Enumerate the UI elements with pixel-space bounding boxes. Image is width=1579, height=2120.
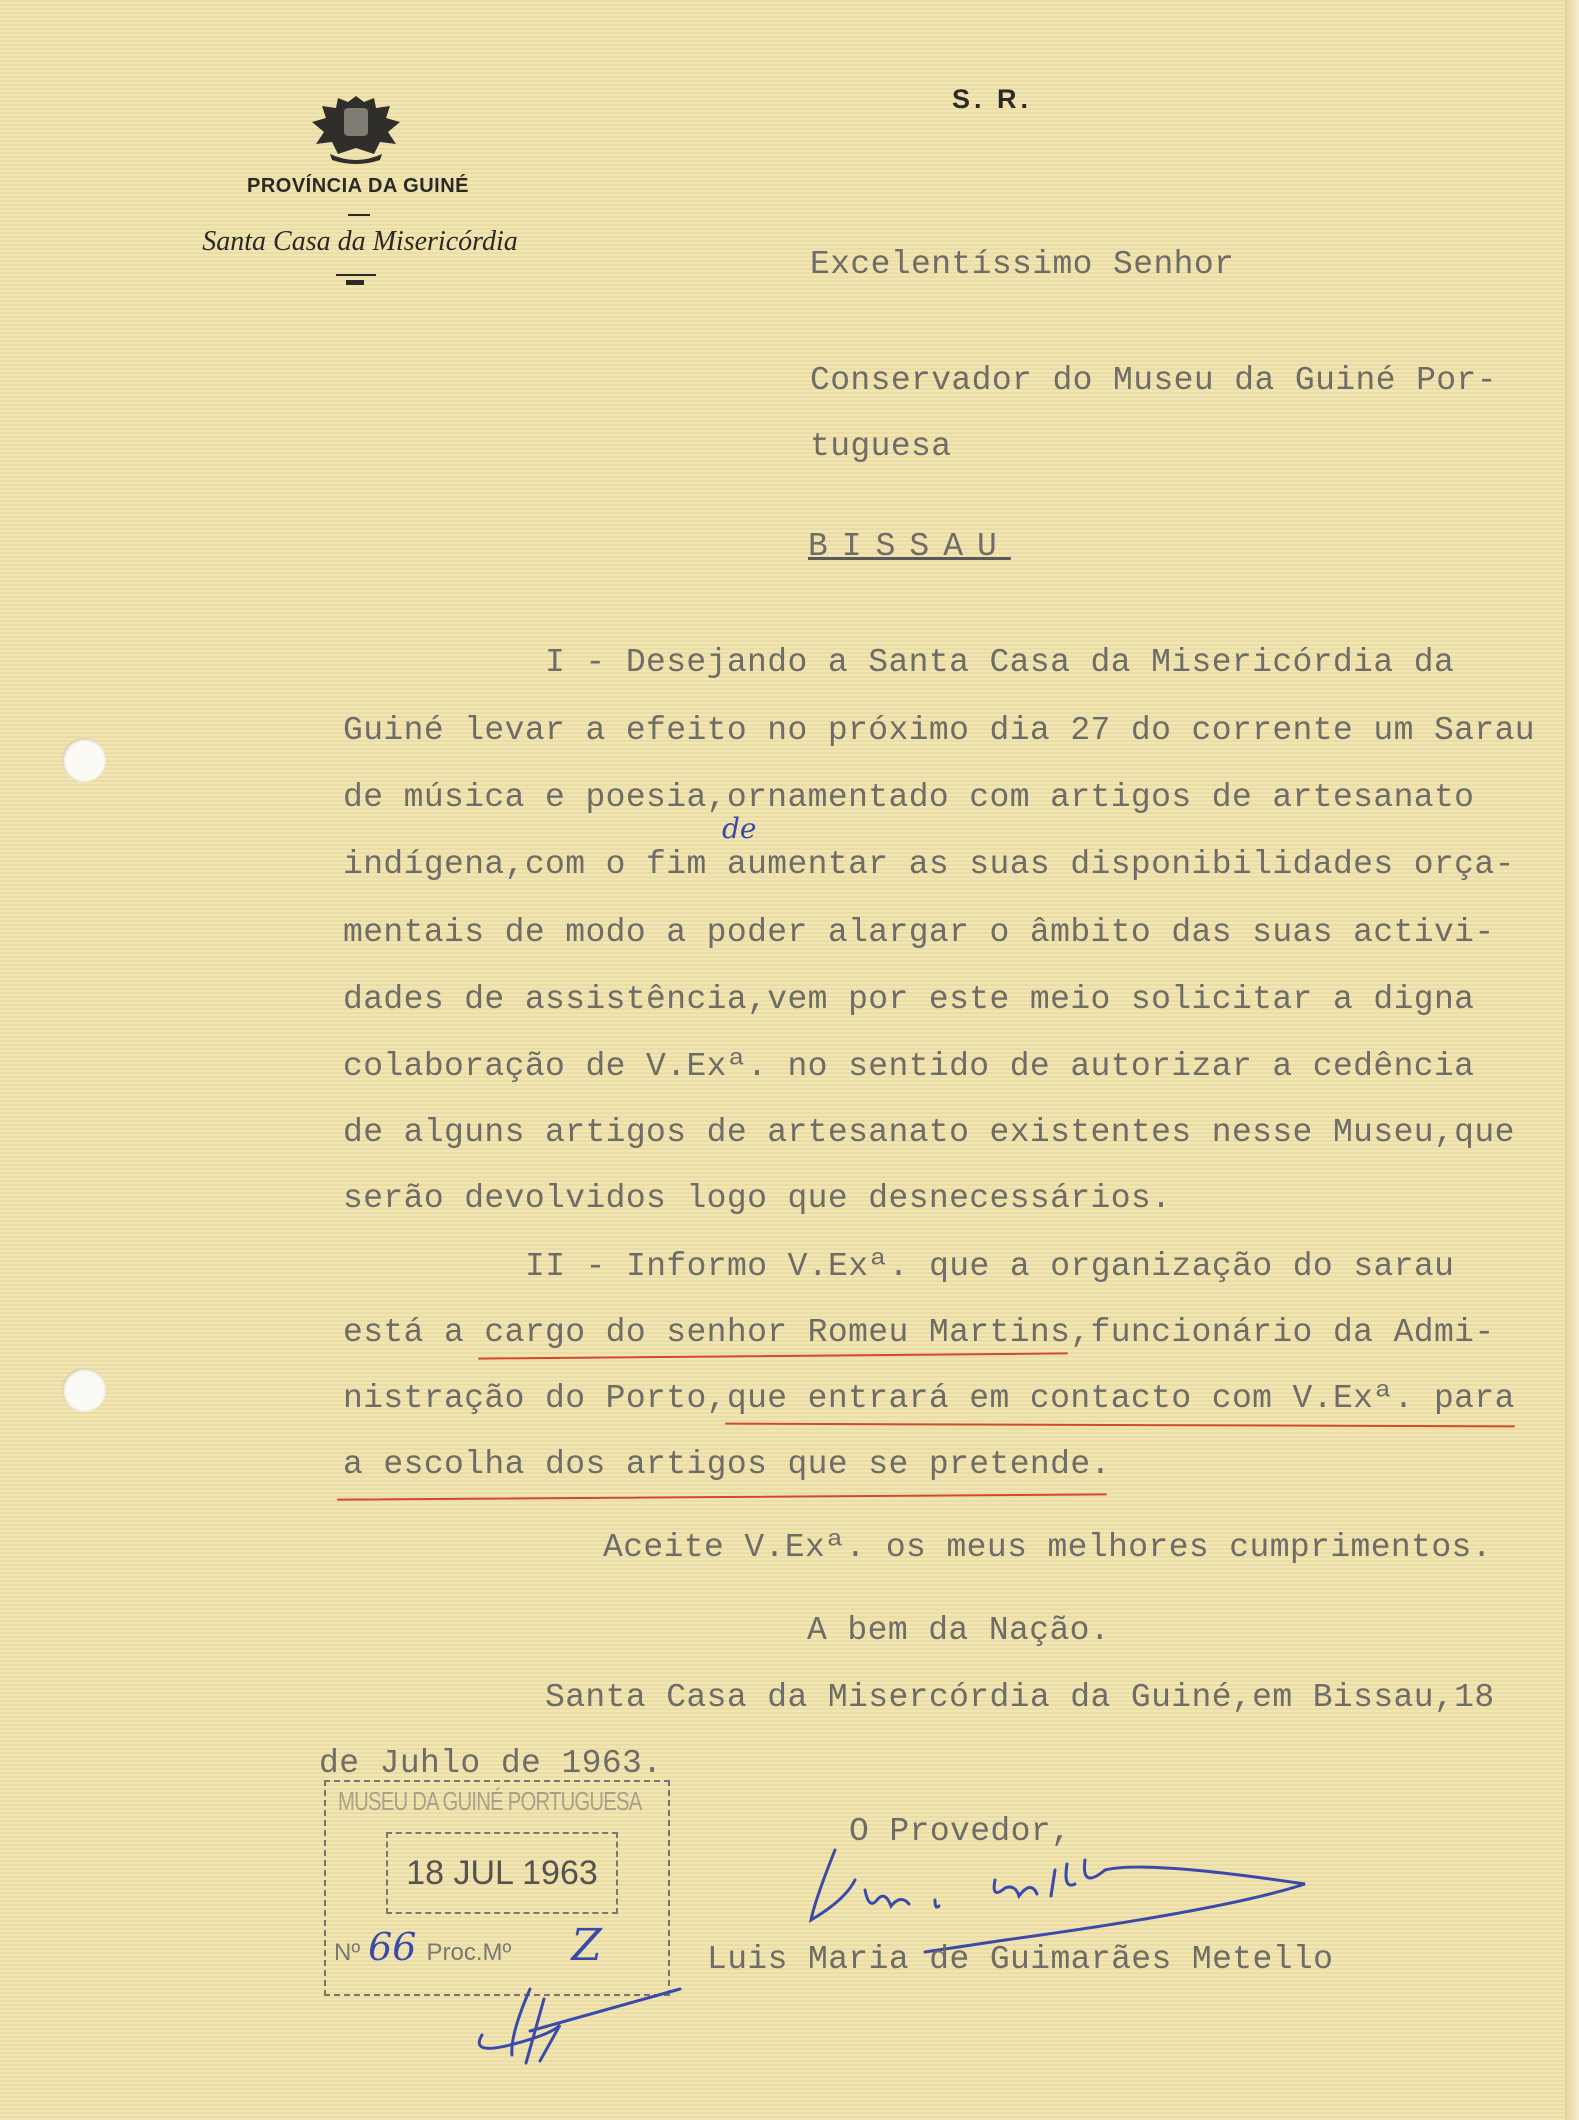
received-stamp [324,1780,670,1996]
body-line: serão devolvidos logo que desnecessários. [343,1180,1172,1217]
body-line: nistração do Porto,que entrará em contacto com V.Exª. para [343,1380,1515,1417]
punch-hole [62,1368,106,1412]
body-line: dades de assistência,vem por este meio solicitar a digna [343,981,1475,1018]
body-line: de música e poesia,ornamentado com artigos de artesanato [343,779,1475,816]
handwritten-initials [470,1985,690,2065]
coat-of-arms-icon [310,92,402,164]
stamp-process: Z [571,1920,602,1971]
punch-hole [62,738,106,782]
handwritten-insert: de [722,812,757,845]
motto: A bem da Nação. [807,1612,1111,1649]
place-date-line: de Juhlo de 1963. [319,1745,663,1782]
divider [346,280,364,285]
signatory-title: O Provedor, [849,1813,1072,1850]
body-line: mentais de modo a poder alargar o âmbito das suas activi- [343,914,1495,951]
number-label: Nº [334,1939,361,1966]
salutation: Excelentíssimo Senhor [810,246,1235,283]
closing: Aceite V.Exª. os meus melhores cumprimentos. [603,1529,1492,1566]
document-code: S. R. [952,84,1033,114]
body-line: colaboração de V.Exª. no sentido de autorizar a cedência [343,1048,1475,1085]
process-label: Proc.Mº [426,1939,512,1966]
stamp-header: MUSEU DA GUINÉ PORTUGUESA [338,1786,642,1816]
body-line: Guiné levar a efeito no próximo dia 27 do corrente um Sarau [343,712,1535,749]
paper-edge [1565,0,1579,2120]
divider [348,214,370,216]
red-underline [725,1423,1515,1428]
handwritten-signature [805,1840,1325,1950]
place-date-line: Santa Casa da Misercórdia da Guiné,em Bissau,18 [545,1679,1495,1716]
signatory-name: Luis Maria de Guimarães Metello [707,1941,1334,1978]
city: BISSAU [808,528,1011,565]
province-heading: PROVÍNCIA DA GUINÉ [247,175,469,197]
divider [336,274,376,276]
stamp-number: 66 [368,1925,417,1969]
stamp-number-row [334,1920,602,1971]
recipient-line: tuguesa [810,428,952,465]
institution-name: Santa Casa da Misericórdia [202,226,518,257]
body-line: está a cargo do senhor Romeu Martins,funcionário da Admi- [343,1314,1495,1351]
body-line: a escolha dos artigos que se pretende. [343,1446,1111,1483]
stamp-date: 18 JUL 1963 [386,1832,618,1914]
body-line: I - Desejando a Santa Casa da Misericórdia da [545,644,1455,681]
red-underline [337,1493,1107,1500]
body-line: II - Informo V.Exª. que a organização do sarau [525,1248,1455,1285]
body-line: indígena,com o fim aumentar as suas disponibilidades orça- [343,846,1515,883]
recipient-line: Conservador do Museu da Guiné Por- [810,362,1497,399]
red-underline [478,1352,1068,1359]
body-line: de alguns artigos de artesanato existentes nesse Museu,que [343,1114,1515,1151]
